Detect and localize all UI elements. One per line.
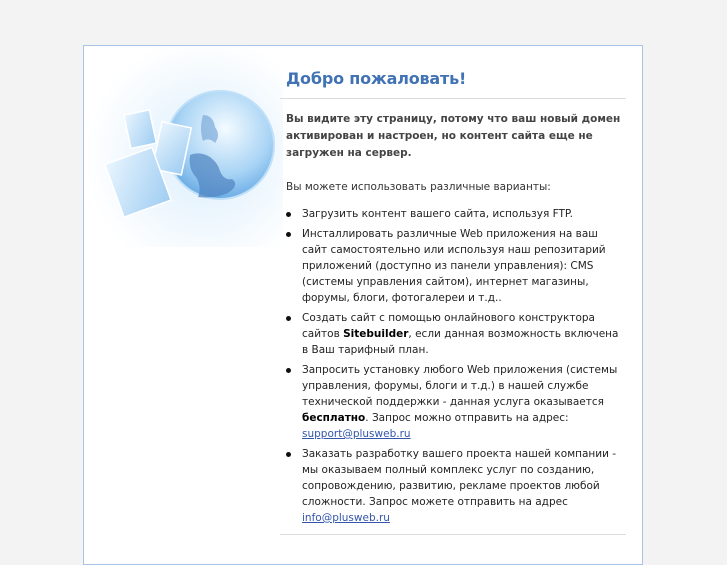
welcome-panel — [83, 45, 643, 565]
list-item: Инсталлировать различные Web приложения на ваш сайт самостоятельно или используя наш репозитарий приложений (доступно из панели управления): CMS (системы управления сайтом), интернет магазины, форумы, блоги, фотогалереи и т.д.. — [302, 226, 626, 306]
bullet-icon — [286, 232, 291, 237]
info-email-link[interactable]: info@plusweb.ru — [302, 512, 390, 524]
list-item: Загрузить контент вашего сайта, используя FTP. — [302, 206, 626, 222]
options-list — [280, 206, 626, 526]
bullet-icon — [286, 368, 291, 373]
list-item: Запросить установку любого Web приложения (системы управления, форумы, блоги и т.д.) в нашей службе технической поддержки - данная услуга оказывается бесплатно. Запрос можно отправить на адрес: support@plusweb.ru — [302, 362, 626, 442]
globe-documents-illustration — [85, 47, 283, 247]
list-item: Создать сайт с помощью онлайнового конструктора сайтов Sitebuilder, если данная возможность включена в Ваш тарифный план. — [302, 310, 626, 358]
intro-text: Вы видите эту страницу, потому что ваш новый домен активирован и настроен, но контент сайта еще не загружен на сервер. — [286, 113, 621, 159]
content-column — [280, 46, 626, 535]
options-heading: Вы можете использовать различные варианты: — [286, 181, 551, 193]
list-item: Заказать разработку вашего проекта нашей компании - мы оказываем полный комплекс услуг по созданию, сопровождению, развитию, рекламе проектов любой сложности. Запрос можете отправить на адрес info@plusweb.ru — [302, 446, 626, 526]
bullet-icon — [286, 212, 291, 217]
bottom-divider — [280, 534, 626, 535]
bullet-icon — [286, 452, 291, 457]
page-title: Добро пожаловать! — [286, 69, 467, 88]
bullet-icon — [286, 316, 291, 321]
divider — [280, 98, 626, 99]
support-email-link[interactable]: support@plusweb.ru — [302, 428, 411, 440]
